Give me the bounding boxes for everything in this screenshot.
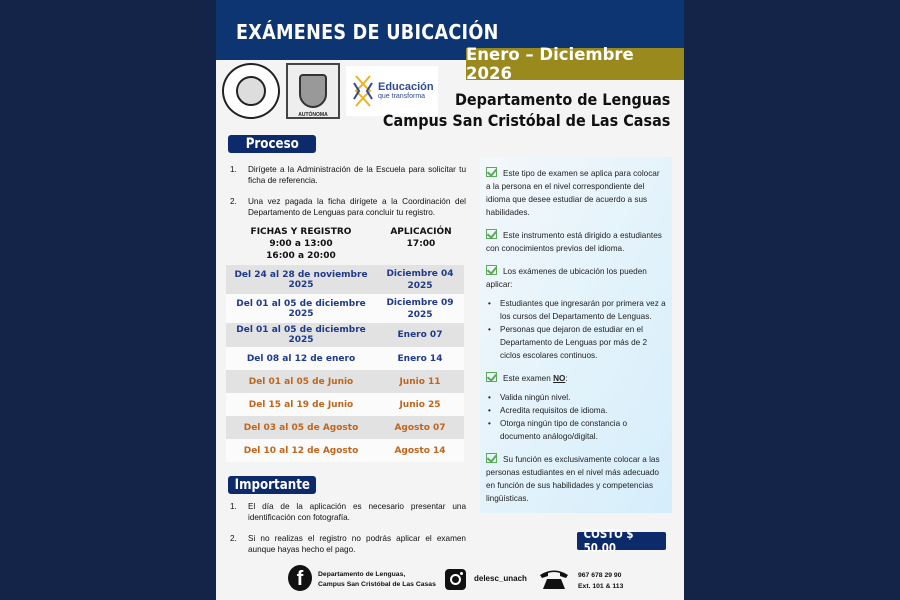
proceso-label: Proceso xyxy=(228,135,316,153)
schedule-row: Del 10 al 12 de Agosto Agosto 14 xyxy=(226,439,464,462)
main-title: EXÁMENES DE UBICACIÓN xyxy=(236,20,499,44)
info-list: • Valida ningún nivel. • Acredita requisitos de idioma. • Otorga ningún tipo de constancia o documento análogo/digital. xyxy=(486,391,666,443)
checkbox-icon xyxy=(486,453,497,463)
phone-icon xyxy=(539,568,569,590)
schedule-row: Del 08 al 12 de enero Enero 14 xyxy=(226,347,464,370)
importante-item: 2. Si no realizas el registro no podrás aplicar el examen aunque hayas hecho el pago. xyxy=(230,534,466,554)
proceso-step: 2. Una vez pagada la ficha dirígete a la Coordinación del Departamento de Lenguas para concluir tu registro. xyxy=(230,197,466,217)
info-panel xyxy=(480,157,672,513)
escuela-logo xyxy=(222,63,280,119)
info-paragraph: Los exámenes de ubicación los pueden aplicar: • Estudiantes que ingresarán por primera vez a los cursos del Departamento de Lenguas. • Personas que dejaron de estudiar en el Departamento de Lenguas por más de 2 ciclos escolares continuos. xyxy=(486,265,666,362)
aplicacion-header: APLICACIÓN 17:00 xyxy=(390,227,452,249)
info-paragraph: Este instrumento está dirigido a estudiantes con conocimientos previos del idioma. xyxy=(486,231,662,253)
campus-name: Campus San Cristóbal de Las Casas xyxy=(382,111,670,130)
schedule-row: Del 03 al 05 de Agosto Agosto 07 xyxy=(226,416,464,439)
checkbox-icon xyxy=(486,167,497,177)
department-heading xyxy=(351,90,670,132)
checkbox-icon xyxy=(486,372,497,382)
unach-logo xyxy=(286,63,340,119)
schedule-row: Del 15 al 19 de Junio Junio 25 xyxy=(226,393,464,416)
importante-item: 1. El día de la aplicación es necesario presentar una identificación con fotografía. xyxy=(230,502,466,522)
info-list: • Estudiantes que ingresarán por primera vez a los cursos del Departamento de Lenguas. • Personas que dejaron de estudiar en el Departamento de Lenguas por más de 2 ciclos escolares continuos. xyxy=(486,297,666,362)
info-paragraph: Este examen NO: • Valida ningún nivel. • Acredita requisitos de idioma. • Otorga ningún tipo de constancia o documento análogo/digital. xyxy=(486,372,666,443)
poster xyxy=(216,0,684,600)
importante-label: Importante xyxy=(228,476,316,494)
facebook-link[interactable]: Departamento de Lenguas, Campus San Cristóbal de Las Casas xyxy=(318,571,436,588)
info-paragraph: Su función es exclusivamente colocar a las personas estudiantes en el nivel más adecuado en función de sus habilidades y competencias lingüísticas. xyxy=(486,455,660,503)
registro-header: FICHAS Y REGISTRO 9:00 a 13:00 16:00 a 20:00 xyxy=(250,227,352,261)
instagram-icon[interactable] xyxy=(445,569,466,590)
checkbox-icon xyxy=(486,265,497,275)
footer xyxy=(216,562,684,600)
info-paragraph: Este tipo de examen se aplica para colocar a la persona en el nivel correspondiente del idioma que desee estudiar de acuerdo a sus habilidades. xyxy=(486,169,660,217)
phone-info: 967 678 29 90 Ext. 101 & 113 xyxy=(578,572,624,590)
facebook-icon[interactable]: f xyxy=(288,565,312,591)
proceso-step: 1. Dirígete a la Administración de la Escuela para solicitar tu ficha de referencia. xyxy=(230,165,466,185)
educacion-subtext: que transforma xyxy=(378,92,426,100)
instagram-handle[interactable]: delesc_unach xyxy=(474,574,527,583)
importante-items xyxy=(230,501,466,565)
educacion-text: Educación xyxy=(378,80,434,93)
department-name: Departamento de Lenguas xyxy=(454,90,670,109)
schedule-row: Del 01 al 05 de Junio Junio 11 xyxy=(226,370,464,393)
checkbox-icon xyxy=(486,229,497,239)
period-banner: Enero – Diciembre 2026 xyxy=(466,48,684,80)
unach-caption: AUTÓNOMA xyxy=(298,112,328,118)
cost-badge: COSTO $ 50.00 xyxy=(577,532,666,550)
schedule-row: Del 24 al 28 de noviembre 2025 Diciembre 04 2025 xyxy=(226,265,464,294)
schedule-row: Del 01 al 05 de diciembre 2025 Diciembre 09 2025 xyxy=(226,294,464,323)
schedule-table xyxy=(226,265,464,462)
schedule-row: Del 01 al 05 de diciembre 2025 Enero 07 xyxy=(226,323,464,347)
proceso-steps xyxy=(230,164,466,228)
